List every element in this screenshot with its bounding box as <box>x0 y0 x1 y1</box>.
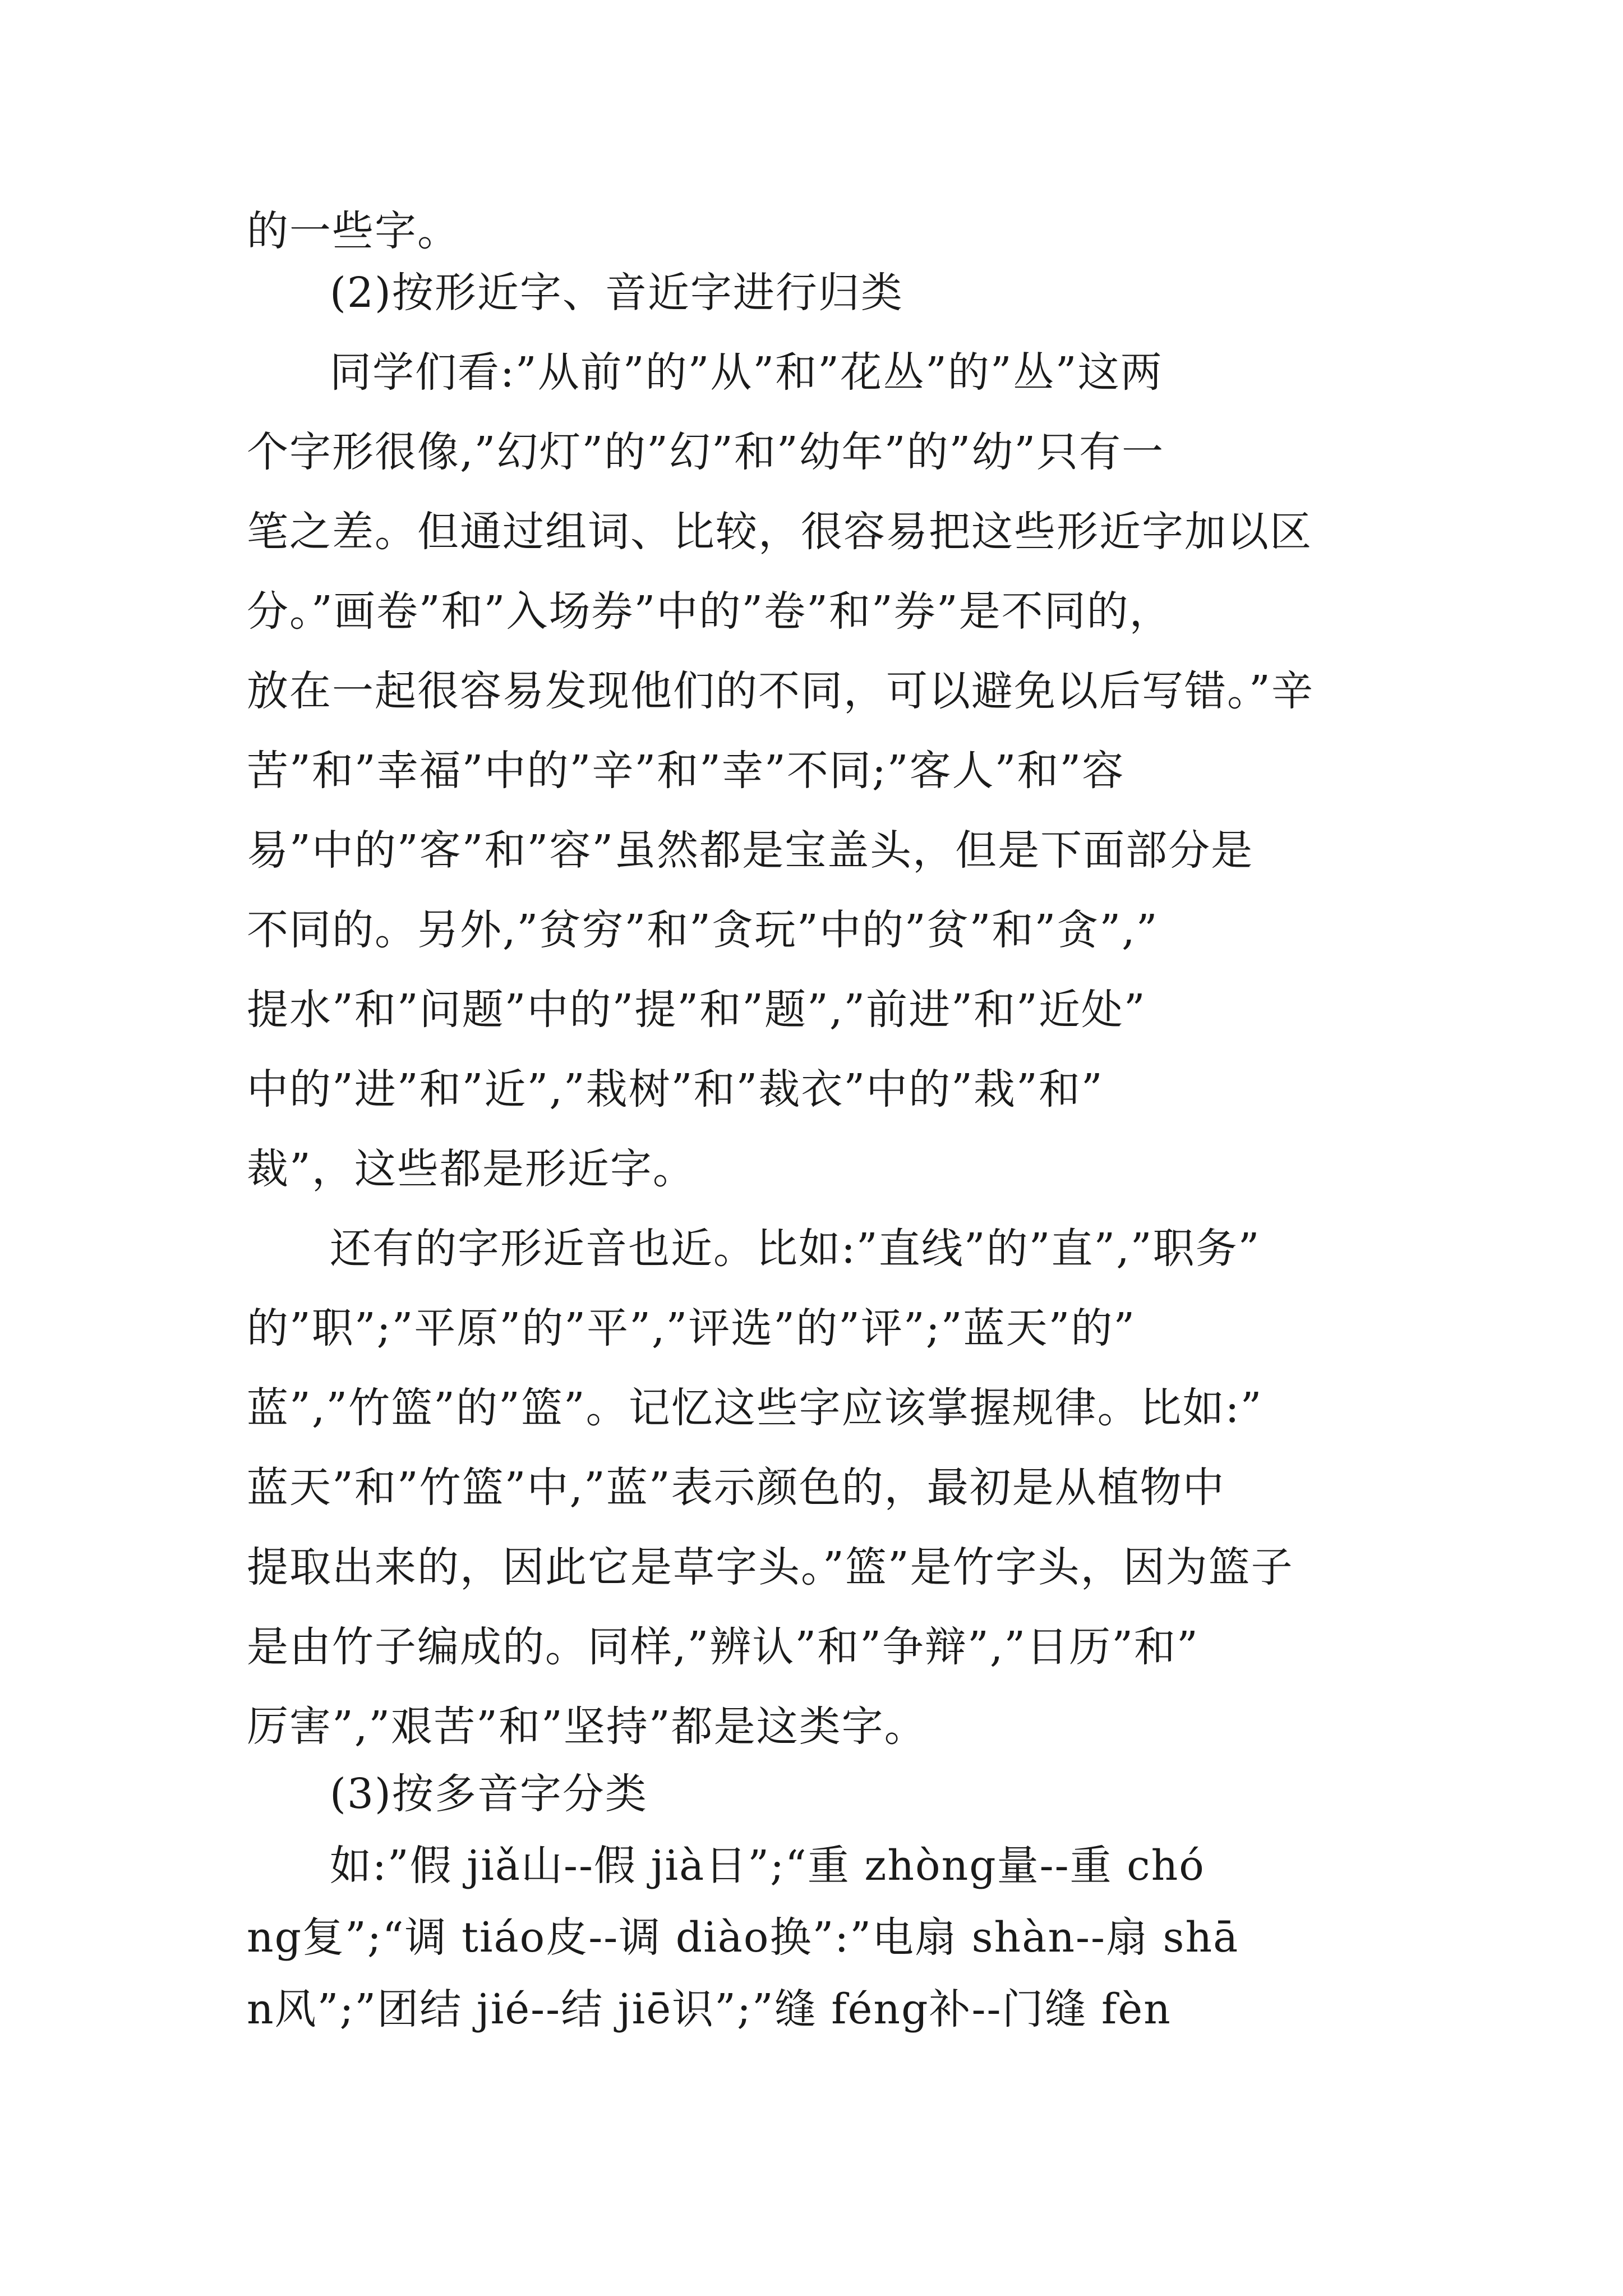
text-line: 放在一起很容易发现他们的不同，可以避免以后写错。”辛 <box>247 667 1314 715</box>
text-line: ng复”;“调 tiáo皮--调 diào换”:”电扇 shàn--扇 shā <box>247 1913 1239 1962</box>
text-line: 个字形很像,”幻灯”的”幻”和”幼年”的”幼”只有一 <box>247 428 1165 476</box>
text-line: 中的”进”和”近”,”栽树”和”裁衣”中的”栽”和” <box>247 1065 1104 1114</box>
text-line: 如:”假 jiǎ山--假 jià日”;“重 zhòng量--重 chó <box>330 1842 1205 1890</box>
text-line: 蓝天”和”竹篮”中,”蓝”表示颜色的，最初是从植物中 <box>247 1464 1225 1512</box>
text-line: 的”职”;”平原”的”平”,”评选”的”评”;”蓝天”的” <box>247 1304 1136 1352</box>
text-line: 同学们看:”从前”的”从”和”花丛”的”丛”这两 <box>330 348 1163 397</box>
text-line: 裁”，这些都是形近字。 <box>247 1145 695 1193</box>
text-line: n风”;”团结 jié--结 jiē识”;”缝 féng补--门缝 fèn <box>247 1985 1172 2033</box>
text-line: 还有的字形近音也近。比如:”直线”的”直”,”职务” <box>330 1225 1261 1273</box>
text-line: 易”中的”客”和”容”虽然都是宝盖头，但是下面部分是 <box>247 826 1254 875</box>
text-line: 提取出来的，因此它是草字头。”篮”是竹字头，因为篮子 <box>247 1543 1294 1591</box>
text-line: 的一些字。 <box>247 207 460 255</box>
text-line: 提水”和”问题”中的”提”和”题”,”前进”和”近处” <box>247 986 1146 1034</box>
text-line: 厉害”,”艰苦”和”坚持”都是这类字。 <box>247 1703 927 1751</box>
text-line: 不同的。另外,”贫穷”和”贪玩”中的”贫”和”贪”,” <box>247 906 1159 954</box>
text-line: 分。”画卷”和”入场券”中的”卷”和”券”是不同的， <box>247 587 1172 636</box>
text-line: 是由竹子编成的。同样,”辨认”和”争辩”,”日历”和” <box>247 1623 1199 1671</box>
section-heading: (2)按形近字、音近字进行归类 <box>330 269 903 317</box>
text-line: 苦”和”幸福”中的”辛”和”幸”不同;”客人”和”容 <box>247 747 1125 795</box>
section-heading: (3)按多音字分类 <box>330 1770 648 1818</box>
text-line: 笔之差。但通过组词、比较，很容易把这些形近字加以区 <box>247 508 1312 556</box>
text-line: 蓝”,”竹篮”的”篮”。记忆这些字应该掌握规律。比如:” <box>247 1384 1263 1432</box>
